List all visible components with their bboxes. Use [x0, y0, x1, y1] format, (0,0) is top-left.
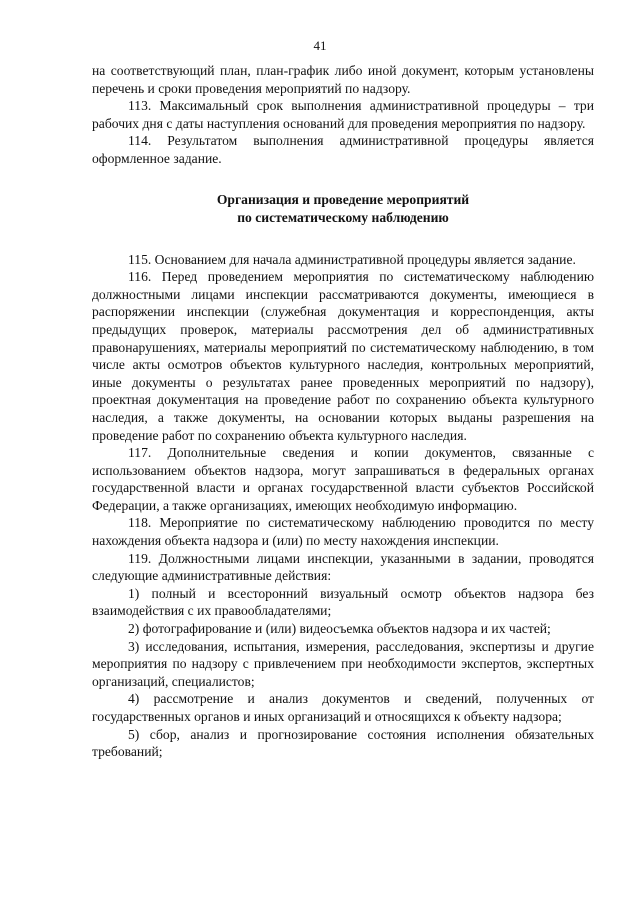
- paragraph-114: 114. Результатом выполнения административной процедуры является оформленное задание.: [92, 133, 594, 166]
- list-item-4: 4) рассмотрение и анализ документов и сведений, полученных от государственных органов и иных организаций и относящихся к объекту надзора;: [92, 691, 594, 724]
- paragraph-113: 113. Максимальный срок выполнения административной процедуры – три рабочих дня с даты наступления оснований для проведения мероприятия по надзору.: [92, 98, 594, 131]
- paragraph-116: 116. Перед проведением мероприятия по систематическому наблюдению должностными лицами инспекции рассматриваются документы, имеющиеся в распоряжении инспекции (служебная документация и корреспонденция, акты предыдущих проверок, материалы рассмотрения дел об административных правонарушениях, материалы мероприятий по систематическому наблюдению, в том числе акты осмотров объектов культурного наследия, контрольных мероприятий, иные документы о результатах ранее проведенных мероприятий по надзору), проектная документация на проведение работ по сохранению объекта культурного наследия, а также документы, на основании которых выданы разрешения на проведение работ по сохранению объекта культурного наследия.: [92, 269, 594, 443]
- page-number: 41: [313, 38, 327, 53]
- section-heading: [92, 191, 594, 227]
- document-body: [92, 62, 594, 761]
- section-heading-line-2: по систематическому наблюдению: [237, 209, 449, 225]
- list-item-1: 1) полный и всесторонний визуальный осмотр объектов надзора без взаимодействия с их правообладателями;: [92, 585, 594, 619]
- paragraph-117: 117. Дополнительные сведения и копии документов, связанные с использованием объектов надзора, могут запрашиваться в федеральных органах государственной власти и органах государственной власти субъектов Российской Федерации, а также организациях, имеющих необходимую информацию.: [92, 445, 594, 513]
- list-item-2: 2) фотографирование и (или) видеосъемка объектов надзора и их частей;: [128, 621, 551, 637]
- list-item-5: 5) сбор, анализ и прогнозирование состояния исполнения обязательных требований;: [92, 726, 594, 760]
- paragraph-continuation: на соответствующий план, план-график либо иной документ, которым установлены перечень и сроки проведения мероприятий по надзору.: [92, 63, 594, 96]
- list-item-3: 3) исследования, испытания, измерения, расследования, экспертизы и другие мероприятия по надзору с привлечением при необходимости экспертов, экспертных организаций, специалистов;: [92, 638, 594, 689]
- paragraph-115: 115. Основанием для начала административной процедуры является задание.: [128, 251, 576, 267]
- section-heading-line-1: Организация и проведение мероприятий: [216, 191, 470, 207]
- paragraph-118: 118. Мероприятие по систематическому наблюдению проводится по месту нахождения объекта надзора и (или) по месту нахождения инспекции.: [92, 515, 594, 549]
- paragraph-119: 119. Должностными лицами инспекции, указанными в задании, проводятся следующие административные действия:: [92, 550, 594, 584]
